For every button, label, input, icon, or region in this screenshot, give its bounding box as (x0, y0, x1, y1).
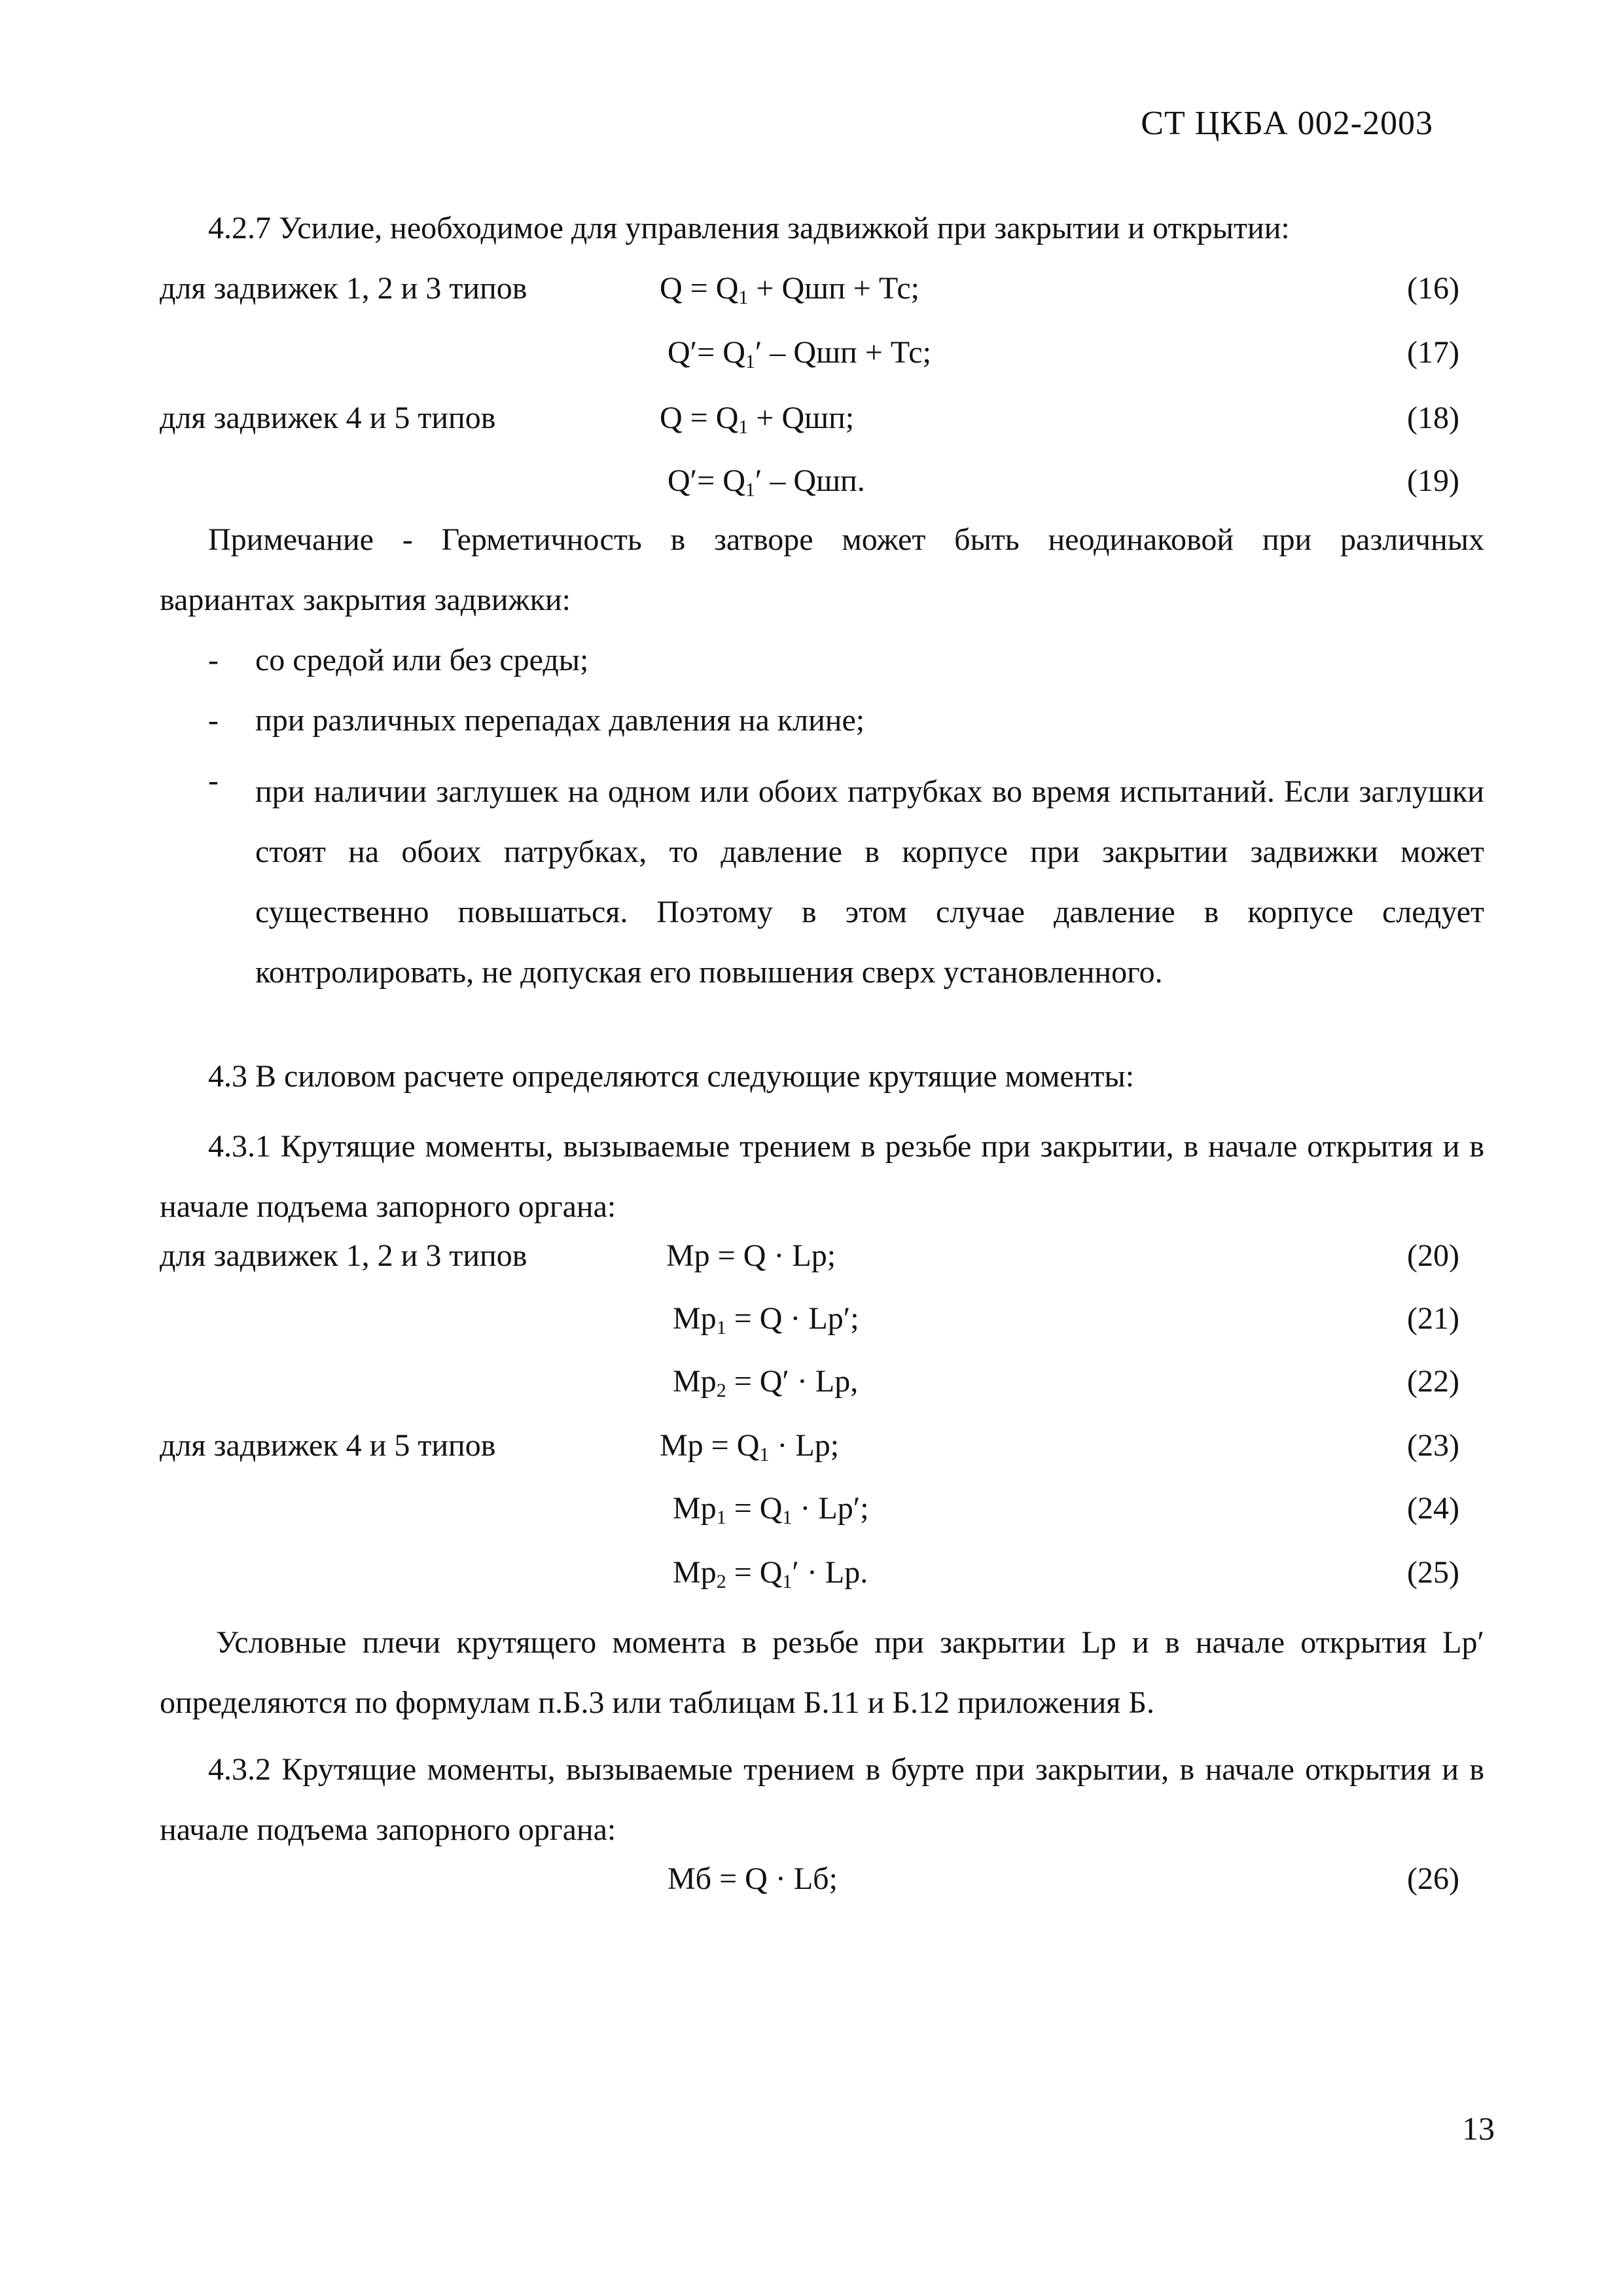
note-line-1: Примечание - Герметичность в затворе может быть неодинаковой при различных (208, 522, 1484, 557)
section-4-3-1-text: 4.3.1 Крутящие моменты, вызываемые трением в резьбе при закрытии, в начале открытия и в начале подъема запорного органа: (160, 1129, 1484, 1224)
equation-number-17: (17) (1407, 335, 1459, 370)
formula-19: $Q'= Q_1'$ – Qшп. (668, 463, 865, 501)
bullet-marker: - (208, 703, 219, 738)
equation-number-26: (26) (1407, 1861, 1459, 1896)
equation-number-19: (19) (1407, 463, 1459, 498)
bullet-marker: - (208, 763, 219, 798)
document-number: СТ ЦКБА 002-2003 (1141, 105, 1433, 142)
bullet-marker: - (208, 643, 219, 677)
equation-number-24: (24) (1407, 1491, 1459, 1526)
equation-number-25: (25) (1407, 1555, 1459, 1590)
formula-17: $Q'= Q_1'$ – Qшп + Тс; (668, 335, 931, 372)
label-types-4-5: для задвижек 4 и 5 типов (160, 401, 496, 435)
label-types-1-3-torque: для задвижек 1, 2 и 3 типов (160, 1238, 527, 1273)
label-types-1-3: для задвижек 1, 2 и 3 типов (160, 271, 527, 306)
note-bullet-3: при наличии заглушек на одном или обоих патрубках во время испытаний. Если заглушки стоят на обоих патрубках, то давление в корпусе при закрытии задвижки может существенно повышаться. Поэтому в этом случае давление в корпусе следует контролировать, не допуская его повышения сверх установленного. (255, 774, 1484, 990)
section-4-2-7-intro: 4.2.7 Усилие, необходимое для управления задвижкой при закрытии и открытии: (208, 211, 1290, 245)
formula-25: $Мр_2 = Q_1'$ · Lр. (673, 1555, 868, 1592)
formula-20: Мр = Q · Lр; (666, 1238, 836, 1273)
formula-23: Мр = $Q_1$ · Lр; (660, 1428, 840, 1465)
section-4-3: 4.3 В силовом расчете определяются следующие крутящие моменты: (208, 1059, 1135, 1094)
note-line-2: вариантах закрытия задвижки: (160, 583, 571, 617)
formula-21: $Мр_1 = Q \cdot Lр'$; (673, 1301, 859, 1338)
note-bullet-1: со средой или без среды; (255, 643, 589, 677)
label-types-4-5-torque: для задвижек 4 и 5 типов (160, 1428, 496, 1463)
formula-24: $Мр_1 = Q_1 \cdot Lр'$; (673, 1491, 869, 1528)
equation-number-16: (16) (1407, 271, 1459, 306)
equation-number-21: (21) (1407, 1301, 1459, 1336)
formula-18: $Q = Q_1$ + Qшп; (660, 401, 855, 438)
section-4-3-1-after-text: Условные плечи крутящего момента в резьбе при закрытии Lр и в начале открытия Lр′ определяются по формулам п.Б.3 или таблицам Б.11 и Б.12 приложения Б. (160, 1625, 1484, 1720)
formula-16: $Q = Q_1$ + Qшп + Тс; (660, 271, 919, 308)
equation-number-18: (18) (1407, 401, 1459, 435)
equation-number-22: (22) (1407, 1364, 1459, 1399)
formula-26: Мб = Q · Lб; (668, 1861, 838, 1896)
equation-number-20: (20) (1407, 1238, 1459, 1273)
section-4-3-2-text: 4.3.2 Крутящие моменты, вызываемые трением в бурте при закрытии, в начале открытия и в начале подъема запорного органа: (160, 1752, 1484, 1847)
page-number: 13 (1462, 2110, 1495, 2147)
formula-22: $Мр_2 = Q'$ · Lр, (673, 1364, 859, 1401)
note-bullet-2: при различных перепадах давления на клине; (255, 703, 865, 738)
equation-number-23: (23) (1407, 1428, 1459, 1463)
